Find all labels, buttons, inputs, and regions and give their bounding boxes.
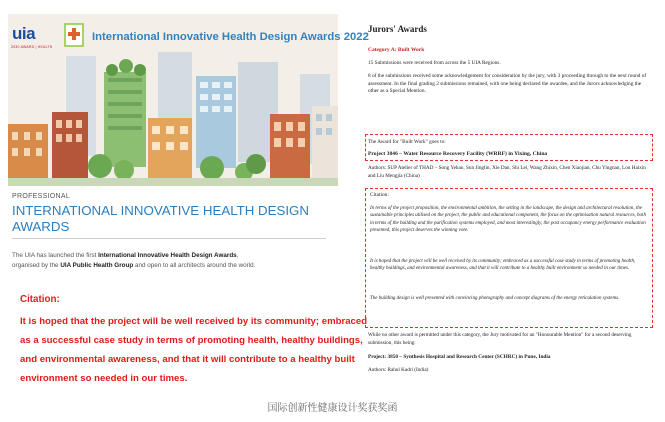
submissions-paragraph: 15 Submissions were received from across the 5 UIA Regions. [368,60,501,66]
intro-paragraph [12,251,332,271]
intro-text: organised by the [12,262,61,269]
title-divider [12,238,326,239]
section-label: PROFESSIONAL [12,193,71,200]
award-announcement-panel [8,14,369,384]
winning-authors: Authors: SUP Atelier of THAD – Song Yehao, Sun Jinglin, Xie Dan, Shi Lei, Wang Zhixin, Chen Xiaojian, Chu Yingnan, Lou Haixin and Liu Mengjia (China) [368,165,646,179]
intro-text: The UIA has launched the first [12,252,99,259]
honourable-mention-authors: Authors: Rahul Kadri (India) [368,367,429,373]
intro-text: and open to all architects around the world. [133,262,256,269]
citation-text: It is hoped that the project will be well received by its community; embraced as a successful case study in terms of promoting health, healthy buildings, and environmental awareness, and that it will contribute to a healthy built environment so needed in our times. [20,316,368,384]
image-caption: 国际创新性健康设计奖获奖函 [267,403,398,414]
winning-project: Project 3846 – Water Resource Recovery Facility (WRRF) in Yixing, China [368,151,548,157]
organizer-name: UIA Public Health Group [60,262,134,269]
citation-paragraph: In terms of the project proposition, the environmental ambition, the setting in the landscape, the design and architectural resolution, the sustainable principles utilised on the project, the public and educational component, the focus on the optimisation natural resources, both in terms of the building and the purification systems employed, and most interestingly, the post occupancy energy performance evaluation presented, this project deserves the winning vote. [370,206,646,234]
award-name: International Innovative Health Design Awards [98,252,237,259]
page-title: INTERNATIONAL INNOVATIVE HEALTH DESIGN AWARDS [12,203,310,234]
citation-paragraph: The building design is well presented with convincing photography and concept diagrams of the energy reticulation systems. [370,296,620,301]
category-heading: Category A: Built Work [368,47,425,53]
honourable-mention-project: Project: 3850 – Synthesis Hospital and Research Center (SCHRC) in Pune, India [368,354,551,360]
citation-paragraph: It is hoped that the project will be well received by its community; embraced as a successful case study in terms of promoting health, healthy buildings, and environmental awareness, and that it will contribute to a healthy built environment so needed in our times. [370,259,636,272]
citation-label: Citation: [20,294,60,305]
citation-label: Citation: [370,192,389,198]
intro-text: , [236,252,239,259]
assessment-paragraph: 8 of the submissions received some acknowledgement for consideration by the jury, with 3 proceeding through to the next round of assessment. In the final grading 2 submissions remained, with one being declared the awardee, and the Jurors acknowledging the other as a Special Mention. [368,73,647,95]
uia-logo-subtext: 2030 AWARD | HEALTH [11,45,53,49]
health-award-logo-icon [64,23,84,47]
award-banner [8,14,369,186]
uia-logo: uia [12,24,36,43]
honourable-mention-paragraph: While no other award is permitted under this category, the Jury motivated for an "Honourable Mention" for a second deserving submission, this being: [368,332,632,346]
document-heading: Jurors' Awards [368,24,427,34]
jurors-awards-document [362,14,656,376]
award-intro: The Award for "Built Work" goes to: [368,139,446,145]
banner-title: International Innovative Health Design Awards 2022 [92,31,369,43]
